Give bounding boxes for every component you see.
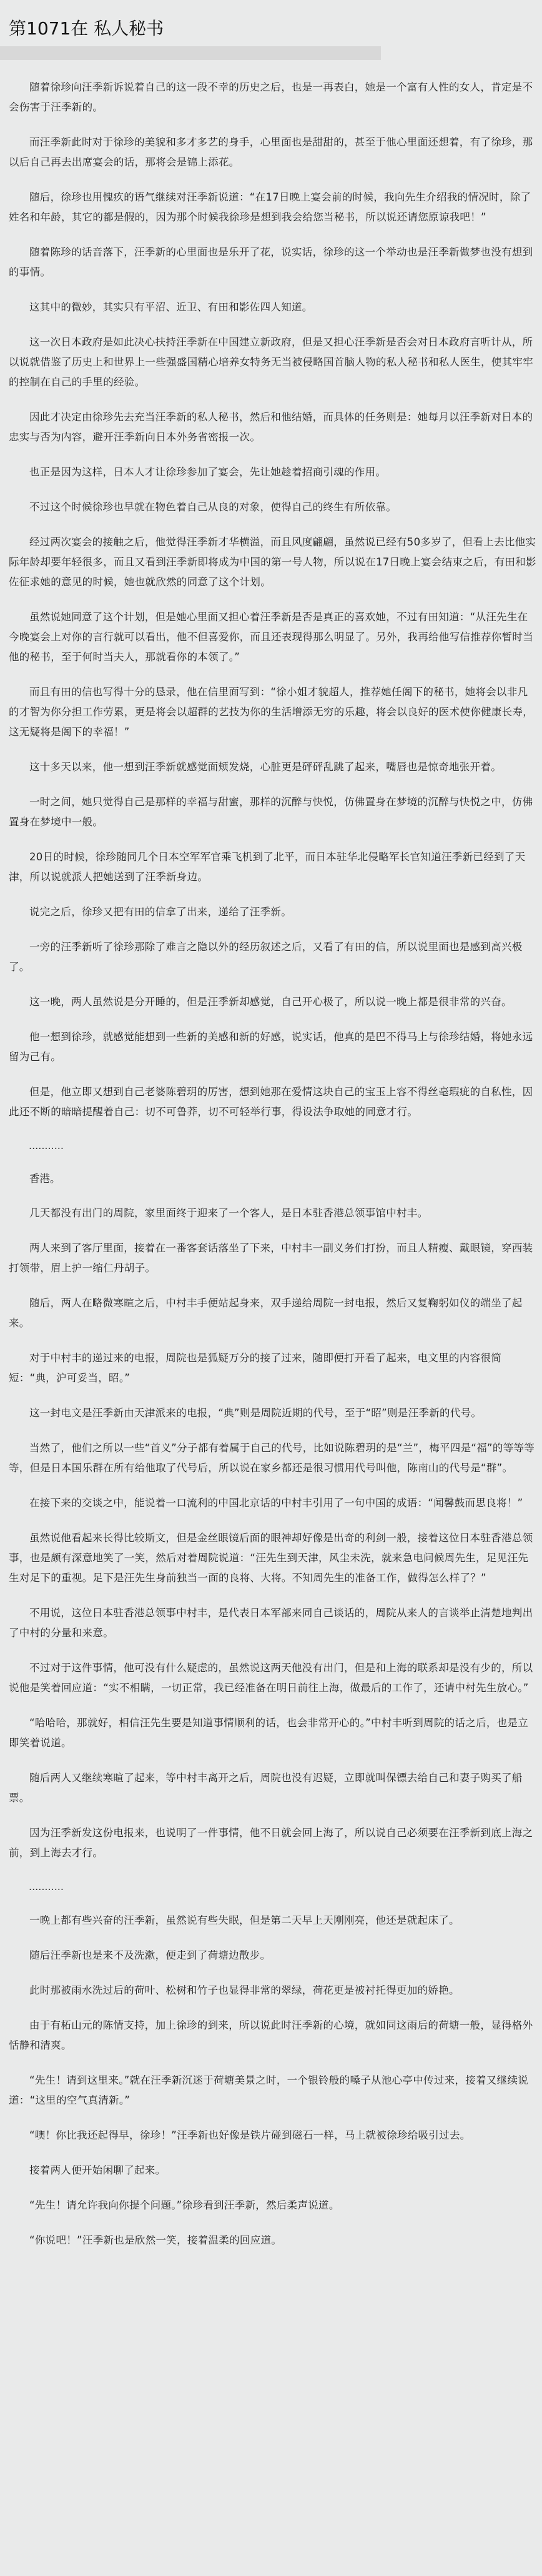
body-paragraph: 而且有田的信也写得十分的恳录，他在信里面写到：“徐小姐才貌超人，推荐她任阁下的秘书，她将会以非凡的才智为你分担工作劳累，更是将会以超群的艺技为你的生活增添无穷的乐趣，将会以良好的医术使你健康长寿，这无疑将是阁下的幸福！” — [9, 686, 533, 738]
body-paragraph: 由于有柘山元的陈情支持，加上徐珍的到来，所以说此时汪季新的心境，就如同这雨后的荷塘一般，显得格外恬静和清爽。 — [9, 2019, 533, 2051]
body-paragraph: 随着陈珍的话音落下，汪季新的心里面也是乐开了花，说实话，徐珍的这一个举动也是汪季新做梦也没有想到的事情。 — [9, 246, 533, 278]
body-paragraph: 20日的时候，徐珍随同几个日本空军军官乘飞机到了北平，而日本驻华北侵略军长官知道汪季新已经到了天津，所以说就派人把她送到了汪季新身边。 — [9, 851, 526, 883]
section-separator-2: ........... — [29, 1881, 64, 1892]
body-paragraph: 两人来到了客厅里面，接着在一番客套话落坐了下来，中村丰一副义务们打扮，而且人精瘦、戴眼镜，穿西装打领带，眉上护一缩仁丹胡子。 — [9, 1242, 533, 1274]
body-paragraph: 在接下来的交谈之中，能说着一口流利的中国北京话的中村丰引用了一句中国的成语：“闻馨鼓而思良将！” — [29, 1497, 523, 1509]
body-paragraph: 随后汪季新也是来不及洗漱，便走到了荷塘边散步。 — [29, 1949, 271, 1961]
body-paragraph: 他一想到徐珍，就感觉能想到一些新的美感和新的好感，说实话，他真的是巴不得马上与徐珍结婚，将她永远留为己有。 — [9, 1031, 533, 1063]
body-paragraph: 随后两人又继续寒暄了起来，等中村丰离开之后，周院也没有迟疑，立即就叫保镖去给自己和妻子购买了船票。 — [9, 1772, 523, 1804]
body-paragraph: 不用说，这位日本驻香港总领事中村丰，是代表日本军部来同自己谈话的，周院从来人的言谈举止清楚地判出了中村的分量和来意。 — [9, 1607, 533, 1639]
body-paragraph: 一时之间，她只觉得自己是那样的幸福与甜蜜，那样的沉醉与快悦，仿佛置身在梦境的沉醉与快悦之中，仿佛置身在梦境中一般。 — [9, 796, 533, 828]
body-paragraph: 也正是因为这样，日本人才让徐珍参加了宴会，先让她趁着招商引魂的作用。 — [29, 466, 387, 478]
body-paragraph: 但是，他立即又想到自己老婆陈碧玥的厉害，想到她那在爱情这块自己的宝玉上容不得丝毫瑕疵的自私性，因此还不断的暗暗提醒着自己：切不可鲁莽，切不可轻举行事，得设法争取她的同意才行。 — [9, 1086, 533, 1118]
paragraph-group-2 — [9, 1203, 537, 1863]
paragraph-group-1 — [9, 77, 537, 1122]
chapter-header — [0, 0, 542, 40]
body-paragraph: “你说吧！”汪季新也是欣然一笑，接着温柔的回应道。 — [29, 2234, 282, 2246]
section-separator: ........... — [29, 1140, 64, 1151]
body-paragraph: 随着徐珍向汪季新诉说着自己的这一段不幸的历史之后，也是一再表白，她是一个富有人性的女人，肯定是不会伤害于汪季新的。 — [9, 81, 533, 113]
body-paragraph: “噢！你比我还起得早，徐珍！”汪季新也好像是铁片碰到磁石一样，马上就被徐珍给吸引过去。 — [29, 2129, 471, 2141]
body-paragraph: 随后，两人在略微寒暄之后，中村丰手便站起身来，双手递给周院一封电报，然后又复鞠躬如仪的端坐了起来。 — [9, 1297, 523, 1329]
body-paragraph: “先生！请允许我向你提个问题。”徐珍看到汪季新，然后柔声说道。 — [29, 2199, 340, 2211]
body-paragraph: 对于中村丰的递过来的电报，周院也是狐疑万分的接了过来，随即便打开看了起来，电文里的内容很简短：“典，沪可妥当，昭。” — [9, 1352, 501, 1384]
body-paragraph: 因此才决定由徐珍先去充当汪季新的私人秘书，然后和他结婚，而具体的任务则是：她每月以汪季新对日本的忠实与否为内容，避开汪季新向日本外务省密报一次。 — [9, 411, 533, 443]
body-paragraph: 一旁的汪季新听了徐珍那除了难言之隐以外的经历叙述之后，又看了有田的信，所以说里面也是感到高兴极了。 — [9, 941, 523, 973]
body-paragraph: 虽然说她同意了这个计划，但是她心里面又担心着汪季新是否是真正的喜欢她，不过有田知道：“从汪先生在今晚宴会上对你的言行就可以看出，他不但喜爱你，而且还表现得那么明显了。另外，我再给他写信推荐你暂时当他的秘书，至于何时当夫人，那就看你的本领了。” — [9, 611, 533, 663]
body-paragraph: 这十多天以来，他一想到汪季新就感觉面颊发烧，心脏更是砰砰乱跳了起来，嘴唇也是惊奇地张开着。 — [29, 761, 501, 773]
body-paragraph: 一晚上都有些兴奋的汪季新，虽然说有些失眠，但是第二天早上天刚刚亮，他还是就起床了。 — [29, 1914, 460, 1926]
place-heading: 香港。 — [29, 1173, 61, 1185]
chapter-title: 第1071在 私人秘书 — [9, 18, 164, 39]
body-paragraph: 这其中的微妙，其实只有平沼、近卫、有田和影佐四人知道。 — [29, 301, 313, 313]
body-paragraph: 此时那被雨水洗过后的荷叶、松树和竹子也显得非常的翠绿，荷花更是被衬托得更加的娇艳。 — [29, 1984, 460, 1996]
body-paragraph: 接着两人便开始闲聊了起来。 — [29, 2164, 166, 2176]
body-paragraph: 因为汪季新发这份电报来，也说明了一件事情，他不日就会回上海了，所以说自己必须要在汪季新到底上海之前，到上海去才行。 — [9, 1827, 533, 1859]
body-paragraph: 虽然说他看起来长得比较斯文，但是金丝眼镜后面的眼神却好像是出奇的利剑一般，接着这位日本驻香港总领事，也是颇有深意地笑了一笑，然后对着周院说道：“汪先生到天津，风尘未洗，就来急电问候周先生，足见汪先生对足下的重视。足下是汪先生身前独当一面的良将、大将。不知周先生的准备工作，做得怎么样了？” — [9, 1532, 533, 1584]
body-paragraph: “先生！请到这里来。”就在汪季新沉迷于荷塘美景之时，一个银铃般的嗓子从池心亭中传过来，接着又继续说道：“这里的空气真清新。” — [9, 2074, 529, 2106]
body-paragraph: 经过两次宴会的接触之后，他觉得汪季新才华横溢，而且风度翩翩，虽然说已经有50多岁了，但看上去比他实际年龄却要年轻很多，而且又看到汪季新即将成为中国的第一号人物，所以说在17日晚上宴会结束之后，有田和影佐征求她的意见的时候，她也就欣然的同意了这个计划。 — [9, 536, 536, 588]
body-paragraph: 不过对于这件事情，他可没有什么疑虑的，虽然说这两天他没有出门，但是和上海的联系却是没有少的，所以说他是笑着回应道：“实不相瞒，一切正常，我已经准备在明日前往上海，做最后的工作了，还请中村先生放心。” — [9, 1662, 533, 1694]
chapter-body — [0, 60, 542, 2250]
paragraph-group-3 — [9, 1911, 537, 2250]
body-paragraph: 说完之后，徐珍又把有田的信拿了出来，递给了汪季新。 — [29, 906, 292, 918]
body-paragraph: “哈哈哈，那就好，相信汪先生要是知道事情顺利的话，也会非常开心的。”中村丰听到周院的话之后，也是立即笑着说道。 — [9, 1717, 529, 1749]
body-paragraph: 而汪季新此时对于徐珍的美貌和多才多艺的身手，心里面也是甜甜的，甚至于他心里面还想着，有了徐珍，那以后自己再去出席宴会的话，那将会是锦上添花。 — [9, 136, 533, 168]
body-paragraph: 这一封电文是汪季新由天津派来的电报，“典”则是周院近期的代号，至于“昭”则是汪季新的代号。 — [29, 1407, 482, 1419]
body-paragraph: 随后，徐珍也用愧疚的语气继续对汪季新说道：“在17日晚上宴会前的时候，我向先生介绍我的情况时，除了姓名和年龄，其它的都是假的，因为那个时候我徐珍是想到我会给您当秘书，所以说还请您原谅我吧！” — [9, 191, 531, 223]
reading-progress-bar — [0, 46, 381, 60]
body-paragraph: 这一次日本政府是如此决心扶持汪季新在中国建立新政府，但是又担心汪季新是否会对日本政府言听计从，所以说就借鉴了历史上和世界上一些强盛国精心培养女特务无当被侵略国首脑人物的私人秘书和私人医生，使其牢牢的控制在自己的手里的经验。 — [9, 336, 533, 388]
body-paragraph: 当然了，他们之所以一些“首义”分子都有着属于自己的代号，比如说陈碧玥的是“兰”，梅平四是“福”的等等等等，但是日本国乐群在所有给他取了代号后，所以说在家乡都还是很习惯用代号叫他，陈南山的代号是“群”。 — [9, 1442, 535, 1474]
body-paragraph: 不过这个时候徐珍也早就在物色着自己从良的对象，使得自己的终生有所依靠。 — [29, 501, 397, 513]
body-paragraph: 这一晚，两人虽然说是分开睡的，但是汪季新却感觉，自己开心极了，所以说一晚上都是很非常的兴奋。 — [29, 996, 512, 1008]
body-paragraph: 几天都没有出门的周院，家里面终于迎来了一个客人，是日本驻香港总领事馆中村丰。 — [29, 1207, 428, 1219]
